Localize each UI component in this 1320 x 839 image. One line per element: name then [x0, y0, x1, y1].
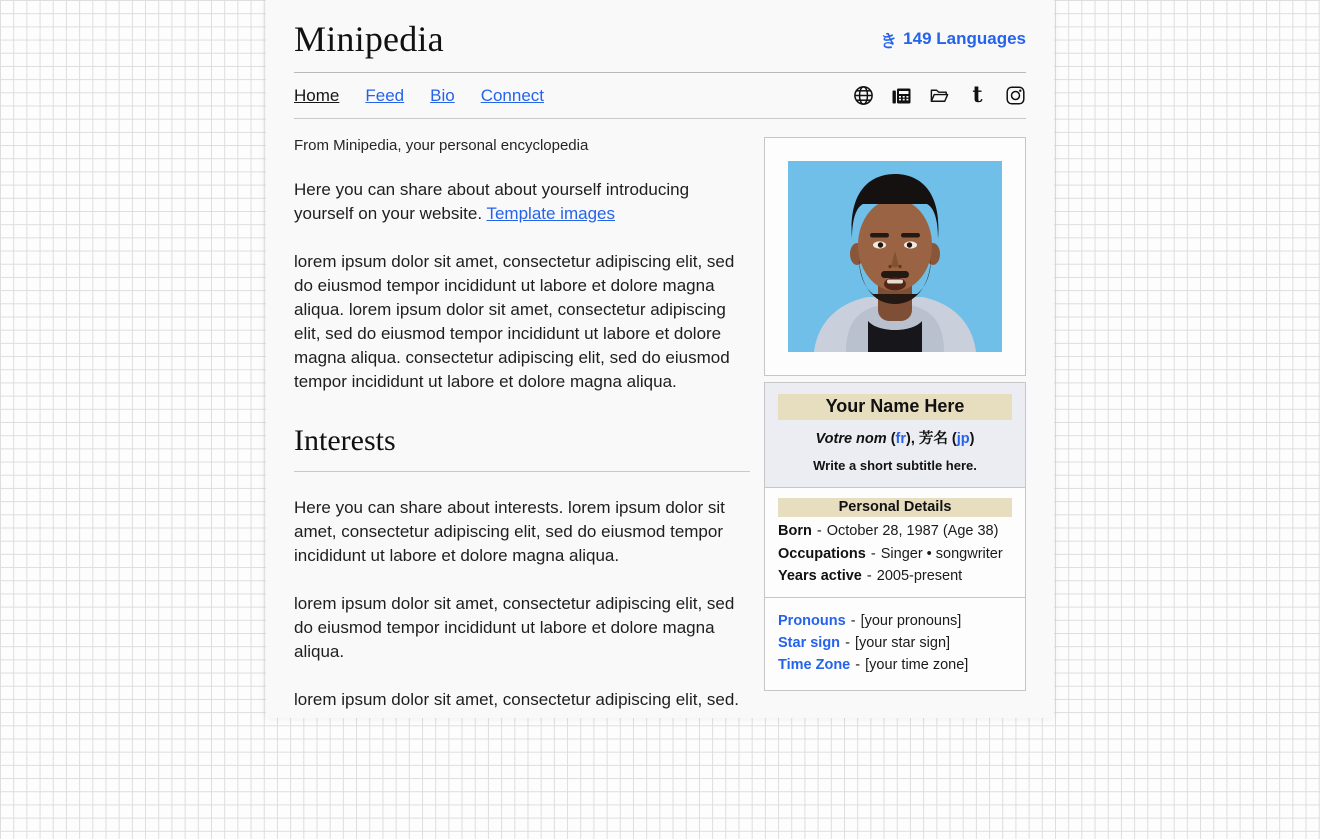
star-sign-link[interactable]: Star sign [778, 634, 841, 651]
template-images-link[interactable]: Template images [486, 204, 615, 223]
alt-name-fr: Votre nom [815, 431, 887, 447]
languages-label: 149 Languages [903, 29, 1026, 48]
intro-paragraph [294, 178, 750, 226]
infobox-alt-names: Votre nom (fr), 芳名 (jp) [815, 431, 975, 447]
article-column [294, 137, 750, 712]
infobox-name: Your Name Here [778, 394, 1012, 420]
nav-divider [294, 118, 1026, 119]
site-tagline: From Minipedia, your personal encyclopedia [294, 137, 589, 154]
site-title: Minipedia [294, 19, 444, 59]
jp-language-link[interactable]: jp [956, 431, 970, 447]
interests-heading: Interests [294, 424, 396, 457]
time-zone-link[interactable]: Time Zone [778, 656, 851, 673]
instagram-icon[interactable] [1005, 85, 1026, 106]
personal-details-section [765, 488, 1025, 598]
infobox [764, 382, 1026, 691]
fr-language-link[interactable]: fr [895, 431, 907, 447]
nav-link-feed[interactable]: Feed [365, 85, 405, 105]
infobox-subtitle: Write a short subtitle here. [813, 458, 977, 473]
infobox-header [765, 383, 1025, 488]
language-icon: き [880, 31, 898, 51]
sidebar [764, 137, 1026, 712]
globe-icon[interactable] [853, 85, 874, 106]
personal-details-heading: Personal Details [778, 498, 1012, 517]
profile-photo [788, 161, 1002, 352]
page-card [266, 0, 1054, 718]
interests-divider [294, 471, 750, 472]
interests-paragraph-1: Here you can share about interests. lorem ipsum dolor sit amet, consectetur adipiscing elit, sed do eiusmod tempor incididunt ut labore et dolore magna aliqua. [294, 498, 725, 565]
interests-paragraph-3: lorem ipsum dolor sit amet, consectetur adipiscing elit, sed. [294, 690, 740, 709]
nav-links [294, 86, 544, 106]
detail-row-occupations: Occupations - Singer • songwriter [778, 545, 1003, 562]
link-row-star-sign: Star sign - [your star sign] [778, 634, 951, 651]
languages-button[interactable] [880, 27, 1026, 52]
folder-open-icon[interactable] [929, 85, 950, 106]
interests-paragraph-2: lorem ipsum dolor sit amet, consectetur adipiscing elit, sed do eiusmod tempor incididunt ut labore et dolore magna aliqua. [294, 594, 735, 661]
profile-photo-box [764, 137, 1026, 376]
page-header [294, 0, 1026, 60]
alt-name-jp: ), 芳名 ( [906, 431, 957, 447]
link-row-pronouns: Pronouns - [your pronouns] [778, 612, 962, 629]
nav-link-bio[interactable]: Bio [430, 85, 455, 105]
detail-row-born: Born - October 28, 1987 (Age 38) [778, 523, 999, 539]
lorem-paragraph: lorem ipsum dolor sit amet, consectetur adipiscing elit, sed do eiusmod tempor incididunt ut labore et dolore magna aliqua. lorem ipsum dolor sit amet, consectetur adipiscing elit, sed do eiusmod tempor incididunt ut labore et dolore magna aliqua. consectetur adipiscing elit, sed do eiusmod tempor incididunt ut labore et dolore magna aliqua. [294, 252, 735, 391]
nav-bar [294, 73, 1026, 118]
pronouns-link[interactable]: Pronouns [778, 612, 846, 629]
nav-link-home[interactable]: Home [294, 85, 340, 105]
detail-row-years-active: Years active - 2005-present [778, 568, 963, 584]
tumblr-icon[interactable]: t [972, 81, 983, 108]
link-row-time-zone: Time Zone - [your time zone] [778, 656, 969, 673]
content-area [294, 137, 1026, 712]
social-icons [853, 81, 1026, 108]
fax-icon[interactable] [891, 85, 912, 106]
intro-text: Here you can share about about yourself introducing yourself on your website. [294, 180, 690, 223]
infobox-links-section [765, 598, 1025, 690]
nav-link-connect[interactable]: Connect [480, 85, 545, 105]
